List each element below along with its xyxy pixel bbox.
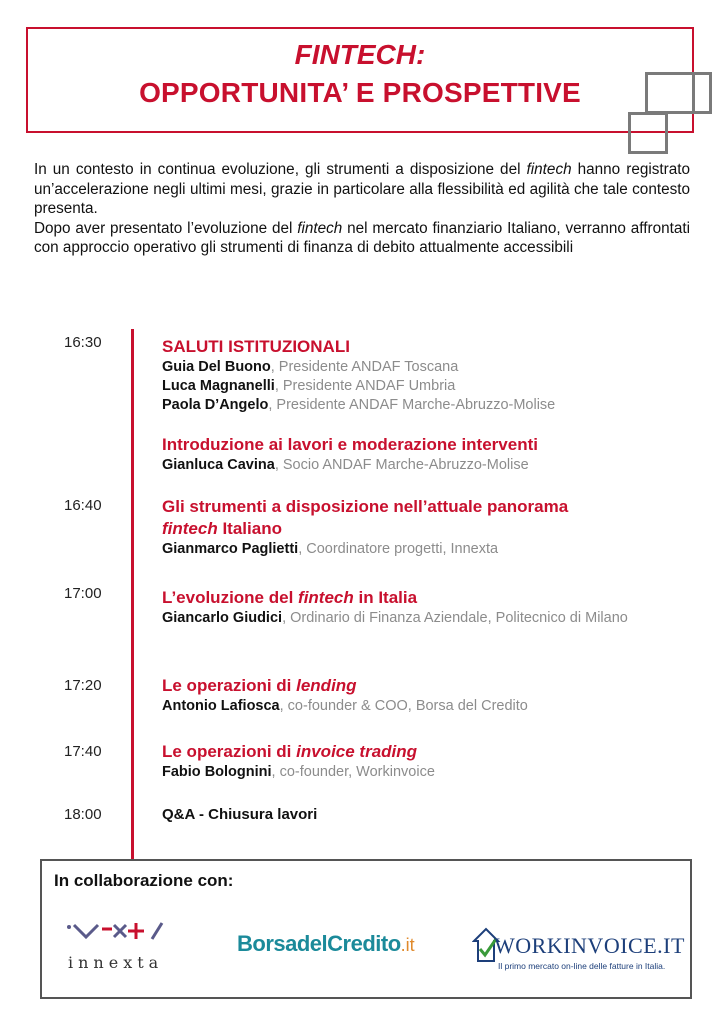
time-1630: 16:30 [64, 334, 102, 351]
speaker-line: Antonio Lafiosca, co-founder & COO, Borsa del Credito [162, 698, 528, 714]
session-title: SALUTI ISTITUZIONALI [162, 337, 350, 356]
session-title: Le operazioni di lending [162, 676, 357, 695]
workinvoice-logo: WORKINVOICE.IT Il primo mercato on-line delle fatture in Italia. [472, 923, 682, 983]
speaker-line: Guia Del Buono, Presidente ANDAF Toscana [162, 359, 459, 375]
intro-paragraph-1: In un contesto in continua evoluzione, gli strumenti a disposizione del fintech hanno registrato un’accelerazione negli ultimi mesi, grazie in particolare alla flessibilità ed agilità che tale contesto presenta. [34, 161, 690, 217]
session-title: Gli strumenti a disposizione nell’attuale panorama fintech Italiano [162, 497, 569, 538]
speaker-line: Gianluca Cavina, Socio ANDAF Marche-Abruzzo-Molise [162, 457, 529, 473]
session-saluti [162, 336, 682, 415]
session-title: Introduzione ai lavori e moderazione interventi [162, 435, 538, 454]
timeline-line [131, 329, 134, 859]
time-1720: 17:20 [64, 677, 102, 694]
speaker-line: Giancarlo Giudici, Ordinario di Finanza Aziendale, Politecnico di Milano [162, 610, 628, 626]
session-title: Le operazioni di invoice trading [162, 742, 418, 761]
session-invoice-trading [162, 741, 682, 782]
innexta-wordmark: innexta [68, 953, 164, 972]
time-1700: 17:00 [64, 585, 102, 602]
title-box [26, 27, 694, 133]
intro-paragraph-2: Dopo aver presentato l’evoluzione del fintech nel mercato finanziario Italiano, verranno affrontati con approccio operativo gli strumenti di finanza di debito attualmente accessibili [34, 219, 690, 256]
decorative-square [628, 112, 668, 154]
time-1640: 16:40 [64, 497, 102, 514]
title-fintech: FINTECH: [294, 39, 426, 70]
title-line-2: OPPORTUNITA’ E PROSPETTIVE [139, 77, 581, 108]
innexta-logo [64, 919, 184, 979]
session-title: Q&A - Chiusura lavori [162, 806, 318, 823]
intro-text [34, 160, 690, 258]
session-title: L’evoluzione del fintech in Italia [162, 588, 418, 607]
borsadelcredito-logo: BorsadelCredito.it [237, 931, 415, 956]
speaker-line: Fabio Bolognini, co-founder, Workinvoice [162, 764, 435, 780]
decorative-square [666, 72, 712, 114]
collaboration-title: In collaborazione con: [54, 871, 234, 890]
innexta-mark-icon [64, 919, 184, 951]
collaboration-box [40, 859, 692, 999]
speaker-line: Luca Magnanelli, Presidente ANDAF Umbria [162, 378, 456, 394]
session-lending [162, 675, 682, 716]
session-strumenti [162, 496, 682, 559]
time-1740: 17:40 [64, 743, 102, 760]
title-line-1 [28, 39, 692, 71]
session-introduzione [162, 434, 682, 475]
speaker-line: Gianmarco Paglietti, Coordinatore progetti, Innexta [162, 541, 499, 557]
time-1800: 18:00 [64, 806, 102, 823]
speaker-line: Paola D’Angelo, Presidente ANDAF Marche-Abruzzo-Molise [162, 397, 556, 413]
session-evoluzione [162, 587, 682, 628]
session-qa [162, 805, 682, 825]
